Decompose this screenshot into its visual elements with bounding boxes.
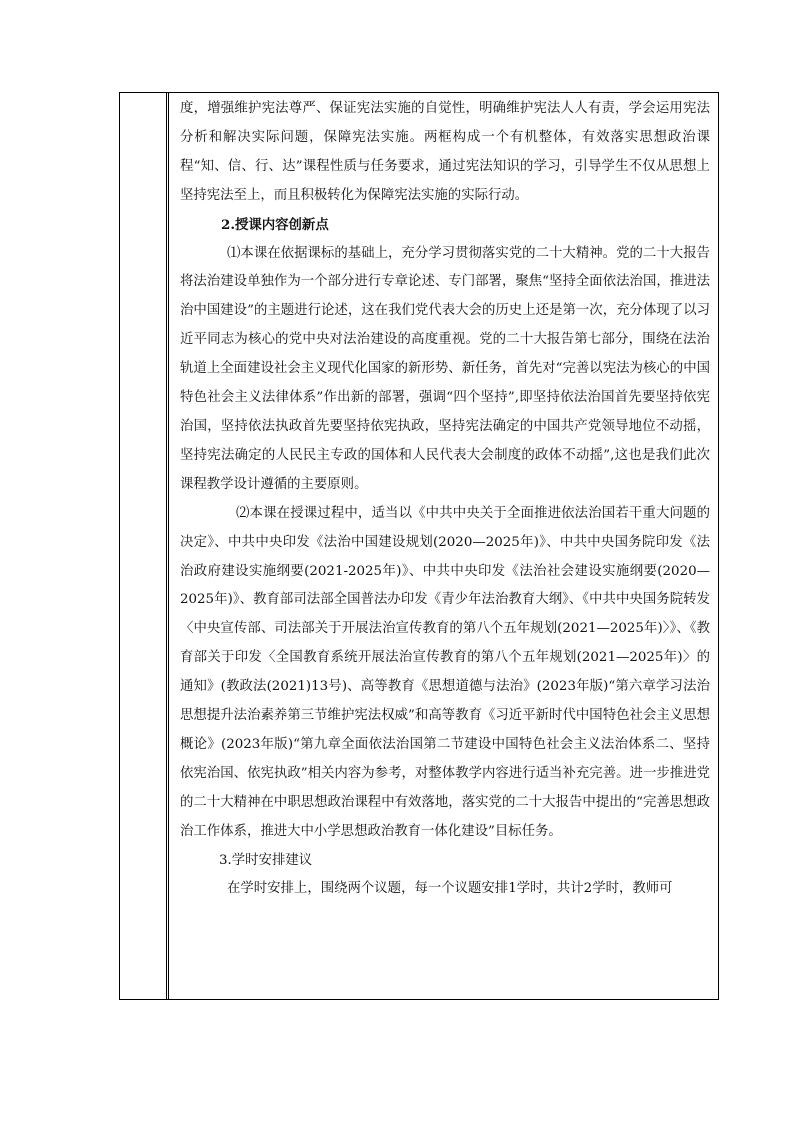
- paragraph-schedule: 在学时安排上，围绕两个议题，每一个议题安排1学时，共计2学时，教师可: [227, 881, 673, 897]
- document-body: [180, 95, 710, 904]
- paragraph-innovation-1: ⑴本课在依据课标的基础上，充分学习贯彻落实党的二十大精神。党的二十大报告将法治建设单独作为一个部分进行专章论述、专门部署，聚焦“坚持全面依法治国，推进法治中国建设”的主题进行论述，这在我们党代表大会的历史上还是第一次，充分体现了以习近平同志为核心的党中央对法治建设的高度重视。党的二十大报告第七部分，围绕在法治轨道上全面建设社会主义现代化国家的新形势、新任务，首先对“完善以宪法为核心的中国特色社会主义法律体系”作出新的部署，强调“四个坚持”,即坚持依法治国首先要坚持依宪治国，坚持依法执政首先要坚持依宪执政，坚持宪法确定的中国共产党领导地位不动摇，坚持宪法确定的人民民主专政的国体和人民代表大会制度的政体不动摇”,这也是我们此次课程教学设计遵循的主要原则。: [180, 245, 710, 492]
- paragraph-innovation-2: ⑵本课在授课过程中，适当以《中共中央关于全面推进依法治国若干重大问题的决定》、中共中央印发《法治中国建设规划(2020—2025年)》、中共中央国务院印发《法治政府建设实施纲要(2021-2025年)》、中共中央印发《法治社会建设实施纲要(2020—2025年)》、教育部司法部全国普法办印发《青少年法治教育大纲》、《中共中央国务院转发〈中央宣传部、司法部关于开展法治宣传教育的第八个五年规划(2021—2025年)〉》、《教育部关于印发〈全国教育系统开展法治宣传教育的第八个五年规划(2021—2025年)〉的通知》(教政法(2021)13号)、高等教育《思想道德与法治》(2023年版)“第六章学习法治思想提升法治素养第三节维护宪法权威”和高等教育《习近平新时代中国特色社会主义思想概论》(2023年版)“第九章全面依法治国第二节建设中国特色社会主义法治体系二、坚持依宪治国、依宪执政”相关内容为参考，对整体教学内容进行适当补充完善。进一步推进党的二十大精神在中职思想政治课程中有效落地，落实党的二十大报告中提出的“完善思想政治工作体系，推进大中小学思想政治教育一体化建设”目标任务。: [180, 505, 710, 839]
- column-divider: [166, 92, 167, 1000]
- column-divider-inner: [168, 92, 169, 1000]
- heading-innovation: 2.授课内容创新点: [221, 216, 329, 233]
- paragraph-course-structure: 度，增强维护宪法尊严、保证宪法实施的自觉性，明确维护宪法人人有责，学会运用宪法分析和解决实际问题，保障宪法实施。两框构成一个有机整体，有效落实思想政治课程“知、信、行、达”课程性质与任务要求，通过宪法知识的学习，引导学生不仅从思想上坚持宪法至上，而且积极转化为保障宪法实施的实际行动。: [180, 101, 710, 203]
- heading-schedule: 3.学时安排建议: [219, 852, 313, 868]
